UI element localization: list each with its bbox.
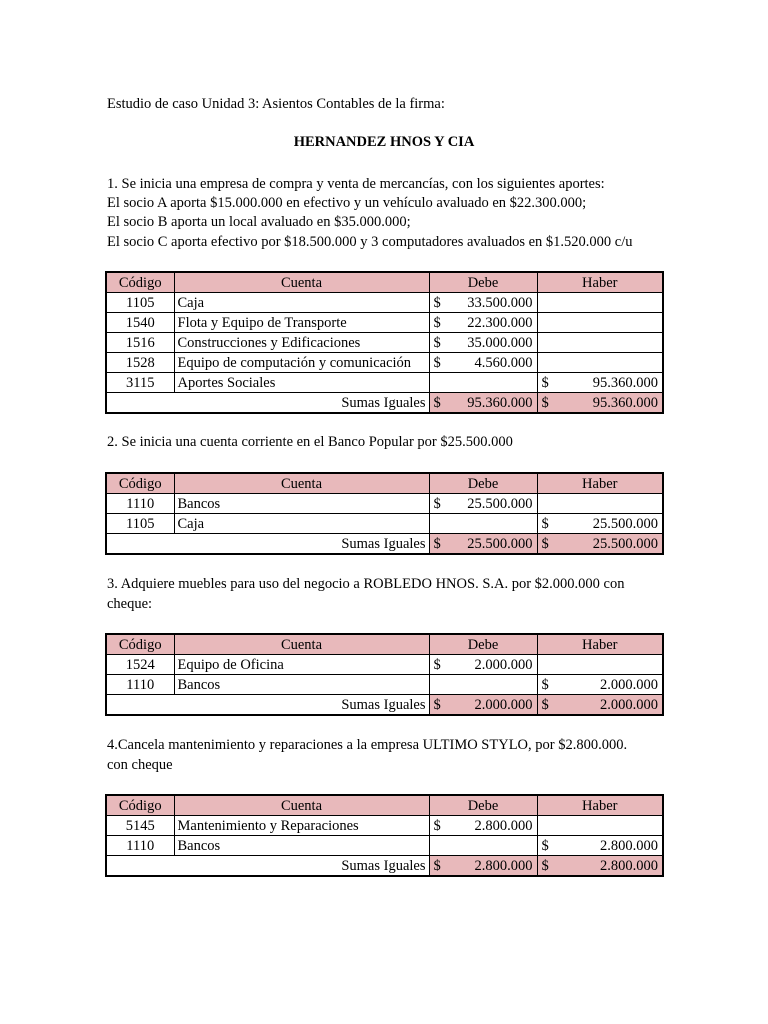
- account-code: 5145: [106, 816, 174, 836]
- amount-value: 2.000.000: [474, 696, 533, 713]
- currency-symbol: $: [541, 676, 549, 693]
- header-cuenta: Cuenta: [174, 634, 429, 655]
- amount-cell: [429, 534, 537, 555]
- currency-symbol: $: [541, 394, 549, 411]
- amount: [542, 857, 659, 875]
- header-codigo: Código: [106, 473, 174, 494]
- table-row: [106, 655, 663, 675]
- amount-cell: [429, 494, 537, 514]
- amount: [434, 857, 533, 875]
- amount: [434, 334, 533, 352]
- amount-cell: [537, 655, 663, 675]
- header-cuenta: Cuenta: [174, 272, 429, 293]
- table-row: [106, 313, 663, 333]
- table-header-row: [106, 795, 663, 816]
- amount-cell: [537, 494, 663, 514]
- amount-cell: [429, 856, 537, 877]
- amount-cell: [537, 393, 663, 414]
- journal-table-1: [105, 271, 664, 414]
- amount-cell: [537, 514, 663, 534]
- intro-text: Estudio de caso Unidad 3: Asientos Contables de la firma:: [107, 96, 445, 112]
- amount-cell: [429, 313, 537, 333]
- account-code: 1105: [106, 514, 174, 534]
- currency-symbol: $: [541, 857, 549, 874]
- case-4-line: con cheque: [107, 757, 173, 773]
- amount-value: 25.500.000: [467, 535, 533, 552]
- amount: [434, 394, 533, 412]
- amount-value: 2.800.000: [600, 837, 658, 854]
- currency-symbol: $: [541, 535, 549, 552]
- amount-value: 2.800.000: [600, 857, 658, 874]
- amount-cell: [537, 373, 663, 393]
- amount-value: 95.360.000: [592, 374, 658, 391]
- currency-symbol: $: [433, 354, 441, 371]
- account-code: 1110: [106, 836, 174, 856]
- currency-symbol: $: [433, 334, 441, 351]
- account-name: Bancos: [174, 494, 429, 514]
- amount-value: 22.300.000: [467, 314, 533, 331]
- header-haber: Haber: [537, 272, 663, 293]
- amount-value: 25.500.000: [592, 515, 658, 532]
- amount: [542, 837, 659, 855]
- currency-symbol: $: [433, 495, 441, 512]
- account-name: Flota y Equipo de Transporte: [174, 313, 429, 333]
- case-2-description: 2. Se inicia una cuenta corriente en el Banco Popular por $25.500.000: [107, 434, 513, 450]
- amount: [542, 394, 659, 412]
- currency-symbol: $: [541, 515, 549, 532]
- amount: [542, 374, 659, 392]
- currency-symbol: $: [541, 374, 549, 391]
- case-1-line: El socio C aporta efectivo por $18.500.000 y 3 computadores avaluados en $1.520.000 c/u: [107, 234, 633, 250]
- header-debe: Debe: [429, 272, 537, 293]
- amount: [434, 354, 533, 372]
- header-cuenta: Cuenta: [174, 473, 429, 494]
- amount: [542, 696, 659, 714]
- header-haber: Haber: [537, 634, 663, 655]
- journal-table-2: [105, 472, 664, 555]
- table-row: [106, 675, 663, 695]
- amount-cell: [537, 353, 663, 373]
- header-codigo: Código: [106, 634, 174, 655]
- journal-table-3: [105, 633, 664, 716]
- amount-cell: [429, 836, 537, 856]
- currency-symbol: $: [541, 696, 549, 713]
- amount-cell: [429, 353, 537, 373]
- account-name: Equipo de Oficina: [174, 655, 429, 675]
- account-code: 1528: [106, 353, 174, 373]
- amount: [434, 314, 533, 332]
- header-codigo: Código: [106, 795, 174, 816]
- account-name: Bancos: [174, 675, 429, 695]
- amount-value: 2.000.000: [600, 696, 658, 713]
- amount-value: 2.000.000: [600, 676, 658, 693]
- table-row: [106, 293, 663, 313]
- case-1-line: El socio A aporta $15.000.000 en efectivo y un vehículo avaluado en $22.300.000;: [107, 195, 587, 211]
- case-3-line: 3. Adquiere muebles para uso del negocio a ROBLEDO HNOS. S.A. por $2.000.000 con: [107, 576, 625, 592]
- table-row: [106, 333, 663, 353]
- amount-value: 35.000.000: [467, 334, 533, 351]
- table-row: [106, 836, 663, 856]
- header-debe: Debe: [429, 634, 537, 655]
- account-code: 1105: [106, 293, 174, 313]
- amount-cell: [537, 836, 663, 856]
- table-row: [106, 373, 663, 393]
- amount-value: 33.500.000: [467, 294, 533, 311]
- amount: [542, 535, 659, 553]
- account-code: 1540: [106, 313, 174, 333]
- amount-value: 2.800.000: [474, 857, 533, 874]
- amount-cell: [429, 333, 537, 353]
- table-row: [106, 494, 663, 514]
- amount-value: 2.800.000: [474, 817, 533, 834]
- company-title: HERNANDEZ HNOS Y CIA: [293, 134, 475, 150]
- account-name: Mantenimiento y Reparaciones: [174, 816, 429, 836]
- currency-symbol: $: [433, 696, 441, 713]
- amount-value: 2.000.000: [474, 656, 533, 673]
- amount-cell: [537, 816, 663, 836]
- amount-cell: [537, 313, 663, 333]
- currency-symbol: $: [433, 857, 441, 874]
- account-code: 3115: [106, 373, 174, 393]
- amount-cell: [429, 695, 537, 716]
- amount: [434, 495, 533, 513]
- amount-cell: [429, 393, 537, 414]
- header-codigo: Código: [106, 272, 174, 293]
- amount-cell: [537, 856, 663, 877]
- account-name: Construcciones y Edificaciones: [174, 333, 429, 353]
- totals-label: Sumas Iguales: [106, 393, 429, 414]
- amount-cell: [429, 293, 537, 313]
- amount-value: 95.360.000: [592, 394, 658, 411]
- amount: [434, 535, 533, 553]
- amount-value: 25.500.000: [592, 535, 658, 552]
- account-code: 1524: [106, 655, 174, 675]
- account-name: Caja: [174, 514, 429, 534]
- totals-row: [106, 856, 663, 877]
- table-row: [106, 514, 663, 534]
- amount-cell: [429, 514, 537, 534]
- header-debe: Debe: [429, 473, 537, 494]
- account-code: 1516: [106, 333, 174, 353]
- totals-label: Sumas Iguales: [106, 856, 429, 877]
- currency-symbol: $: [433, 394, 441, 411]
- amount: [434, 696, 533, 714]
- table-row: [106, 816, 663, 836]
- totals-row: [106, 695, 663, 716]
- case-4-line: 4.Cancela mantenimiento y reparaciones a la empresa ULTIMO STYLO, por $2.800.000.: [107, 737, 628, 753]
- currency-symbol: $: [433, 294, 441, 311]
- table-header-row: [106, 272, 663, 293]
- amount-cell: [537, 333, 663, 353]
- case-3-line: cheque:: [107, 596, 153, 612]
- account-name: Bancos: [174, 836, 429, 856]
- case-1-line: El socio B aporta un local avaluado en $35.000.000;: [107, 214, 411, 230]
- currency-symbol: $: [541, 837, 549, 854]
- amount-cell: [429, 655, 537, 675]
- totals-label: Sumas Iguales: [106, 534, 429, 555]
- header-haber: Haber: [537, 795, 663, 816]
- header-haber: Haber: [537, 473, 663, 494]
- amount-value: 25.500.000: [467, 495, 533, 512]
- amount: [434, 294, 533, 312]
- amount: [434, 817, 533, 835]
- amount: [542, 676, 659, 694]
- currency-symbol: $: [433, 535, 441, 552]
- case-1-line: 1. Se inicia una empresa de compra y venta de mercancías, con los siguientes aportes:: [107, 176, 605, 192]
- table-header-row: [106, 473, 663, 494]
- journal-table-4: [105, 794, 664, 877]
- totals-row: [106, 393, 663, 414]
- table-row: [106, 353, 663, 373]
- amount-cell: [537, 695, 663, 716]
- totals-label: Sumas Iguales: [106, 695, 429, 716]
- totals-row: [106, 534, 663, 555]
- account-name: Caja: [174, 293, 429, 313]
- account-code: 1110: [106, 494, 174, 514]
- amount-cell: [429, 373, 537, 393]
- currency-symbol: $: [433, 656, 441, 673]
- amount-cell: [537, 534, 663, 555]
- currency-symbol: $: [433, 817, 441, 834]
- currency-symbol: $: [433, 314, 441, 331]
- header-debe: Debe: [429, 795, 537, 816]
- account-name: Equipo de computación y comunicación: [174, 353, 429, 373]
- amount: [434, 656, 533, 674]
- amount-value: 4.560.000: [474, 354, 533, 371]
- amount-cell: [537, 293, 663, 313]
- amount-cell: [537, 675, 663, 695]
- account-name: Aportes Sociales: [174, 373, 429, 393]
- table-header-row: [106, 634, 663, 655]
- amount-value: 95.360.000: [467, 394, 533, 411]
- header-cuenta: Cuenta: [174, 795, 429, 816]
- amount: [542, 515, 659, 533]
- amount-cell: [429, 675, 537, 695]
- account-code: 1110: [106, 675, 174, 695]
- amount-cell: [429, 816, 537, 836]
